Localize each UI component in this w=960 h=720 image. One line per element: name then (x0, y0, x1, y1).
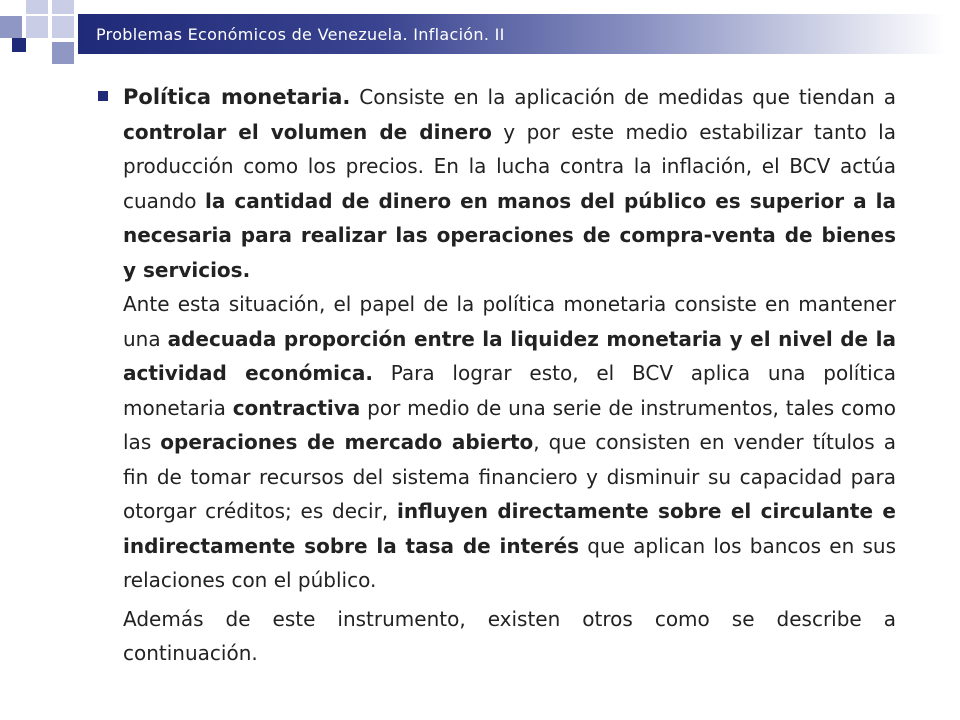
body-text: , que consisten en vender títulos a fin de tomar recursos del sistema financiero y disminuir su capacidad para otorgar créditos; es decir, (123, 430, 896, 523)
section-heading: Política monetaria. (123, 85, 351, 109)
body-text: Ante esta situación, el papel de la política monetaria consiste en mantener una (123, 292, 896, 351)
bold-text: controlar el volumen de dinero (123, 119, 492, 144)
paragraph (90, 287, 896, 598)
decor-square (52, 0, 74, 14)
decor-square (12, 38, 26, 52)
decor-square (0, 16, 22, 38)
decor-square (52, 42, 74, 64)
paragraph (90, 80, 896, 287)
slide-title: Problemas Económicos de Venezuela. Inflación. II (96, 25, 505, 44)
body-text: por medio de una serie de instrumentos, tales como las (123, 395, 896, 454)
body-text: y por este medio estabilizar tanto la producción como los precios. En la lucha contra la inflación, el BCV actúa cuando (123, 119, 896, 213)
body-text: Consiste en la aplicación de medidas que tiendan a (350, 85, 897, 109)
decor-square (26, 0, 48, 14)
bold-text: influyen directamente sobre el circulante e indirectamente sobre la tasa de interés (123, 499, 896, 558)
decor-square (52, 16, 74, 38)
square-bullet-icon (98, 91, 108, 101)
body-text: Además de este instrumento, existen otros como se describe a continuación. (123, 606, 896, 665)
body-text: que aplican los bancos en sus relaciones con el público. (123, 533, 896, 592)
paragraph (90, 602, 896, 671)
body-text: Para lograr esto, el BCV aplica una política monetaria (123, 361, 896, 420)
slide-body (90, 80, 896, 671)
bold-text: adecuada proporción entre la liquidez monetaria y el nivel de la actividad económica. (123, 326, 897, 385)
bold-text: la cantidad de dinero en manos del público es superior a la necesaria para realizar las operaciones de compra-venta de bienes y servicios. (123, 188, 896, 282)
bold-text: contractiva (232, 395, 361, 420)
decor-square (26, 16, 48, 38)
bold-text: operaciones de mercado abierto (160, 430, 534, 454)
